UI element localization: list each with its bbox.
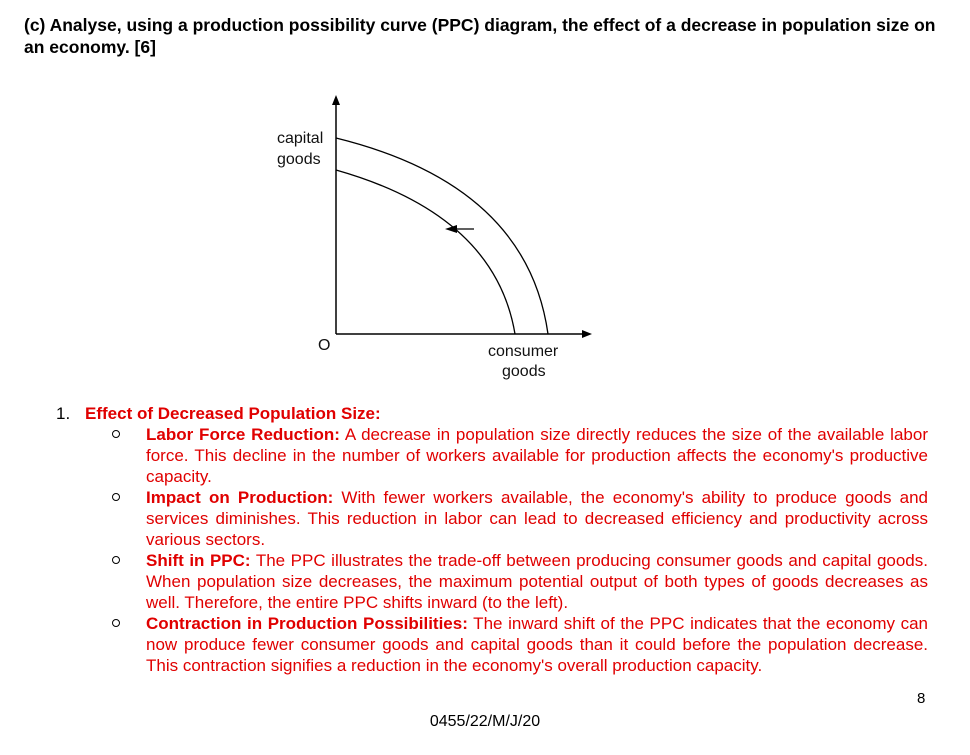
point-impact-production	[56, 487, 928, 550]
bullet-circle-icon	[112, 556, 120, 564]
question-text: (c) Analyse, using a production possibility curve (PPC) diagram, the effect of a decrease in population size on an economy. [6]	[24, 15, 936, 57]
ppc-original-curve	[336, 138, 548, 334]
answer-section	[56, 403, 928, 676]
paper-code: 0455/22/M/J/20	[429, 713, 541, 730]
x-axis-arrowhead	[582, 330, 592, 338]
answer-list	[56, 403, 928, 676]
answer-number: 1.	[56, 404, 71, 423]
point-term: Contraction in Production Possibilities:	[146, 614, 468, 633]
y-axis-arrowhead	[332, 95, 340, 105]
point-text: The inward shift of the PPC indicates that the economy can now produce fewer consumer goods and capital goods than it could before the population decrease. This contraction signifies a reduction in the economy's overall production capacity.	[146, 614, 928, 675]
origin-label: O	[318, 337, 331, 354]
point-shift-ppc	[56, 550, 928, 613]
x-axis-label-line1: consumer	[488, 343, 559, 360]
point-text: With fewer workers available, the economy's ability to produce goods and services diminishes. This reduction in labor can lead to decreased efficiency and productivity across various sectors.	[146, 488, 928, 549]
answer-item	[56, 403, 928, 676]
bullet-circle-icon	[112, 493, 120, 501]
x-axis-label-line2: goods	[502, 363, 546, 380]
point-term: Labor Force Reduction:	[146, 425, 340, 444]
y-axis-label-line2: goods	[277, 151, 321, 168]
bullet-circle-icon	[112, 430, 120, 438]
answer-heading-text: Effect of Decreased Population Size:	[85, 404, 381, 423]
page-number: 8	[917, 690, 926, 707]
bullet-circle-icon	[112, 619, 120, 627]
y-axis-label-line1: capital	[277, 130, 324, 147]
point-labor-force	[56, 424, 928, 487]
point-text: A decrease in population size directly reduces the size of the available labor force. This decline in the number of workers available for production affects the economy's productive capacity.	[146, 425, 928, 486]
answer-heading	[56, 403, 928, 424]
point-contraction	[56, 613, 928, 676]
point-term: Impact on Production:	[146, 488, 334, 507]
answer-points	[56, 424, 928, 676]
ppc-shifted-curve	[336, 170, 515, 334]
point-term: Shift in PPC:	[146, 551, 251, 570]
point-text: The PPC illustrates the trade-off between producing consumer goods and capital goods. When population size decreases, the maximum potential output of both types of goods decreases as well. Therefore, the entire PPC shifts inward (to the left).	[146, 551, 928, 612]
